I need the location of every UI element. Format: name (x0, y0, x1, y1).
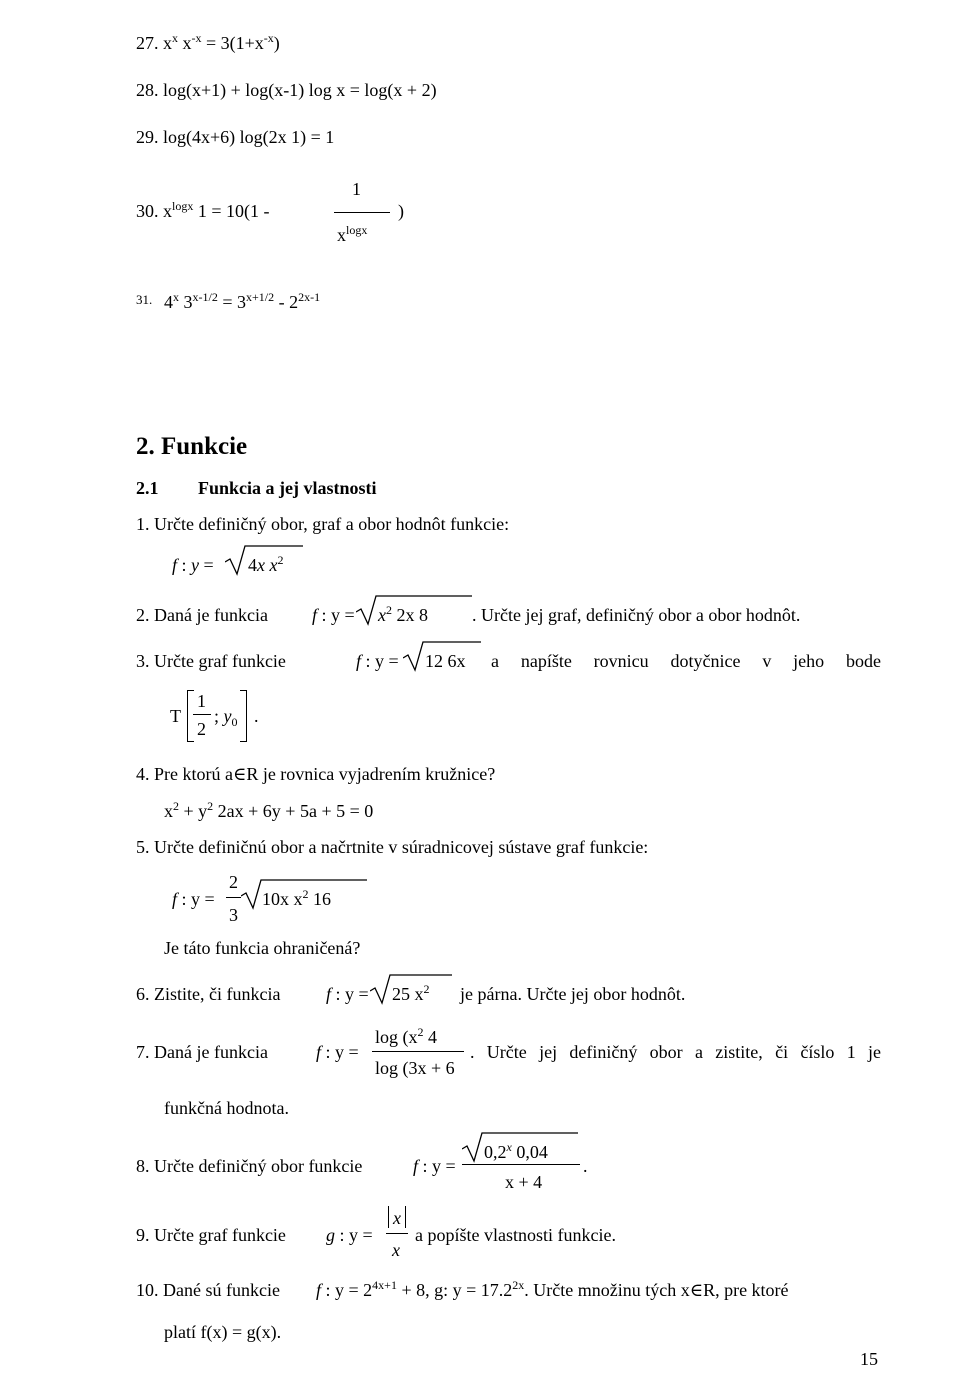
term: = 3 (217, 292, 246, 312)
exponent: x (172, 31, 178, 45)
term: 16 (308, 889, 331, 909)
fraction-bar (226, 897, 241, 898)
symbol: f (413, 1156, 419, 1176)
term: x (164, 801, 173, 821)
fraction-numerator: 1 (352, 179, 361, 199)
exponent: -x (263, 31, 274, 45)
exponent: logx (346, 223, 368, 237)
term: , g: y = 17.2 (425, 1280, 513, 1300)
exercise-9-post: a popíšte vlastnosti funkcie. (415, 1225, 616, 1245)
symbol: f (356, 651, 362, 671)
term: (x (402, 1027, 418, 1047)
term: x (163, 33, 172, 53)
exercise-6-pre: 6. Zistite, či funkcia (136, 984, 281, 1004)
exercise-3-pre: 3. Určte graf funkcie (136, 651, 286, 671)
exercise-9-pre: 9. Určte graf funkcie (136, 1225, 286, 1245)
term: ) (273, 33, 280, 53)
exercise-4-text (136, 765, 495, 783)
term: 4 (164, 292, 173, 312)
symbol: f (316, 1280, 322, 1300)
exercise-2-post: . Určte jej graf, definičný obor a obor hodnôt. (472, 605, 801, 625)
exercise-5-formula (172, 890, 215, 908)
period: . (583, 1156, 588, 1176)
symbol: f (172, 555, 178, 575)
term: (3x + 6 (402, 1058, 455, 1078)
symbol: : y = (418, 1156, 456, 1176)
exercise-9-formula (326, 1226, 373, 1244)
symbol: : (177, 555, 192, 575)
exercise-4-equation (164, 799, 374, 821)
term: x (378, 605, 386, 625)
term: 1 = 10(1 - (193, 201, 270, 221)
fraction-bar (386, 1233, 408, 1234)
term: 4. Pre ktorú a (136, 764, 233, 784)
fraction-bar (193, 714, 211, 715)
fraction-numerator (484, 1140, 548, 1162)
exponent: -x (191, 31, 202, 45)
symbol: f (312, 605, 318, 625)
term: : y = 2 (321, 1280, 373, 1300)
exercise-1-text: 1. Určte definičný obor, graf a obor hodnôt funkcie: (136, 514, 510, 534)
exercise-31-number: 31. (136, 292, 153, 307)
exponent: 2 (207, 799, 214, 813)
symbol: : y = (317, 605, 355, 625)
term: 0,04 (511, 1142, 548, 1162)
symbol: : y = (331, 984, 369, 1004)
left-bracket (187, 690, 194, 742)
symbol: f (316, 1042, 322, 1062)
exercise-1-formula (172, 556, 214, 574)
exercise-5-question: Je táto funkcia ohraničená? (164, 938, 361, 958)
exercise-10-formula (316, 1278, 789, 1300)
fraction-numerator: 1 (197, 691, 206, 711)
symbol: y (191, 555, 200, 575)
fraction-bar (462, 1164, 580, 1165)
symbol: ∈ (689, 1280, 704, 1300)
term: R je rovnica vyjadrením kružnice? (246, 764, 496, 784)
exponent: 2 (423, 982, 430, 996)
fraction-denominator: 3 (229, 905, 238, 925)
term: ; (214, 706, 224, 726)
fraction-denominator (375, 1059, 455, 1077)
exercise-6-post: je párna. Určte jej obor hodnôt. (460, 984, 686, 1004)
exercise-6-formula (326, 985, 369, 1003)
term: x (257, 555, 265, 575)
term: log (375, 1027, 399, 1047)
term: 2x 8 (392, 605, 428, 625)
exercise-7-pre: 7. Daná je funkcia (136, 1042, 268, 1062)
term: 3 (179, 292, 193, 312)
term: 30. x (136, 201, 172, 221)
symbol: : y = (321, 1042, 359, 1062)
close-paren: ) (398, 201, 404, 221)
term: R, pre ktoré (703, 1280, 789, 1300)
exercise-8-pre: 8. Určte definičný obor funkcie (136, 1156, 363, 1176)
term: y (223, 706, 232, 726)
exercise-29: 29. log(4x+6) log(2x 1) = 1 (136, 127, 335, 147)
symbol: : y = (335, 1225, 373, 1245)
subsection-title: Funkcia a jej vlastnosti (198, 478, 377, 498)
term: log (375, 1058, 399, 1078)
exercise-7-formula (316, 1043, 359, 1061)
section-title: 2. Funkcie (136, 433, 248, 460)
term: 0,2 (484, 1142, 507, 1162)
exercise-10-pre: 10. Dané sú funkcie (136, 1280, 280, 1300)
fraction-bar (334, 212, 390, 213)
y0 (214, 706, 238, 729)
fraction-denominator (337, 223, 368, 245)
exercise-27 (136, 31, 280, 53)
exercise-3-formula (356, 652, 399, 670)
term: 25 x (392, 984, 424, 1004)
term: + 8 (396, 1280, 426, 1300)
fraction-denominator: 2 (197, 719, 206, 739)
exponent: x (506, 1140, 512, 1154)
radicand (392, 982, 430, 1004)
abs-bar-left (388, 1206, 389, 1228)
term: x (337, 225, 346, 245)
exercise-7-post (470, 1043, 881, 1061)
exponent: 2 (277, 553, 284, 567)
fraction-numerator (375, 1025, 438, 1047)
term: + y (179, 801, 208, 821)
page-number: 15 (860, 1349, 878, 1369)
subscript: 0 (231, 715, 238, 729)
exercise-30 (136, 199, 270, 221)
term: a napíšte rovnicu dotyčnice v jeho bode (491, 651, 881, 671)
exercise-28: 28. log(x+1) + log(x-1) log x = log(x + 2) (136, 80, 437, 100)
exponent: logx (172, 199, 194, 213)
exercise-2-formula (312, 606, 355, 624)
term: 4 (248, 555, 257, 575)
fraction-denominator: x (392, 1240, 400, 1260)
term: - 2 (274, 292, 299, 312)
symbol: : y = (361, 651, 399, 671)
symbol: f (172, 889, 178, 909)
radicand (248, 553, 284, 575)
subsection-number: 2.1 (136, 478, 159, 498)
radicand (378, 603, 428, 625)
term: . Určte jej definičný obor a zistite, či číslo 1 je (470, 1042, 881, 1062)
term: x (178, 33, 192, 53)
fraction-numerator: x (393, 1208, 401, 1228)
right-bracket (240, 690, 247, 742)
fraction-numerator: 2 (229, 872, 238, 892)
exponent: 2 (173, 799, 179, 813)
exponent: x-1/2 (192, 290, 218, 304)
radicand (262, 887, 331, 909)
exponent: x+1/2 (246, 290, 275, 304)
radicand: 12 6x (425, 651, 466, 671)
exercise-number: 27. (136, 33, 159, 53)
exponent: 2x (512, 1278, 525, 1292)
exercise-7-post2: funkčná hodnota. (164, 1098, 289, 1118)
symbol: : y = (177, 889, 215, 909)
symbol: g (326, 1225, 335, 1245)
term: x (265, 555, 278, 575)
exponent: 2 (386, 603, 392, 617)
exponent: 2 (417, 1025, 424, 1039)
term: = 3(1+x (201, 33, 264, 53)
exponent: x (173, 290, 179, 304)
period: . (254, 706, 259, 726)
fraction-bar (372, 1051, 464, 1052)
abs-bar-right (405, 1206, 406, 1228)
term: 10x x (262, 889, 303, 909)
symbol: = (199, 555, 214, 575)
exercise-5-text: 5. Určte definičnú obor a načrtnite v súradnicovej sústave graf funkcie: (136, 837, 649, 857)
term: 2ax + 6y + 5a + 5 = 0 (213, 801, 374, 821)
exponent: 2x-1 (298, 290, 321, 304)
fraction-denominator: x + 4 (505, 1172, 543, 1192)
exercise-31 (164, 290, 321, 312)
exercise-8-formula (413, 1157, 456, 1175)
point-T: T (170, 706, 181, 726)
term: 4 (423, 1027, 438, 1047)
exercise-10-line2: platí f(x) = g(x). (164, 1322, 282, 1342)
exponent: 4x+1 (372, 1278, 397, 1292)
exercise-3-post (491, 652, 881, 670)
symbol: f (326, 984, 332, 1004)
term: . Určte množinu tých x (524, 1280, 690, 1300)
symbol: ∈ (232, 764, 247, 784)
exponent: 2 (302, 887, 309, 901)
exercise-2-pre: 2. Daná je funkcia (136, 605, 268, 625)
